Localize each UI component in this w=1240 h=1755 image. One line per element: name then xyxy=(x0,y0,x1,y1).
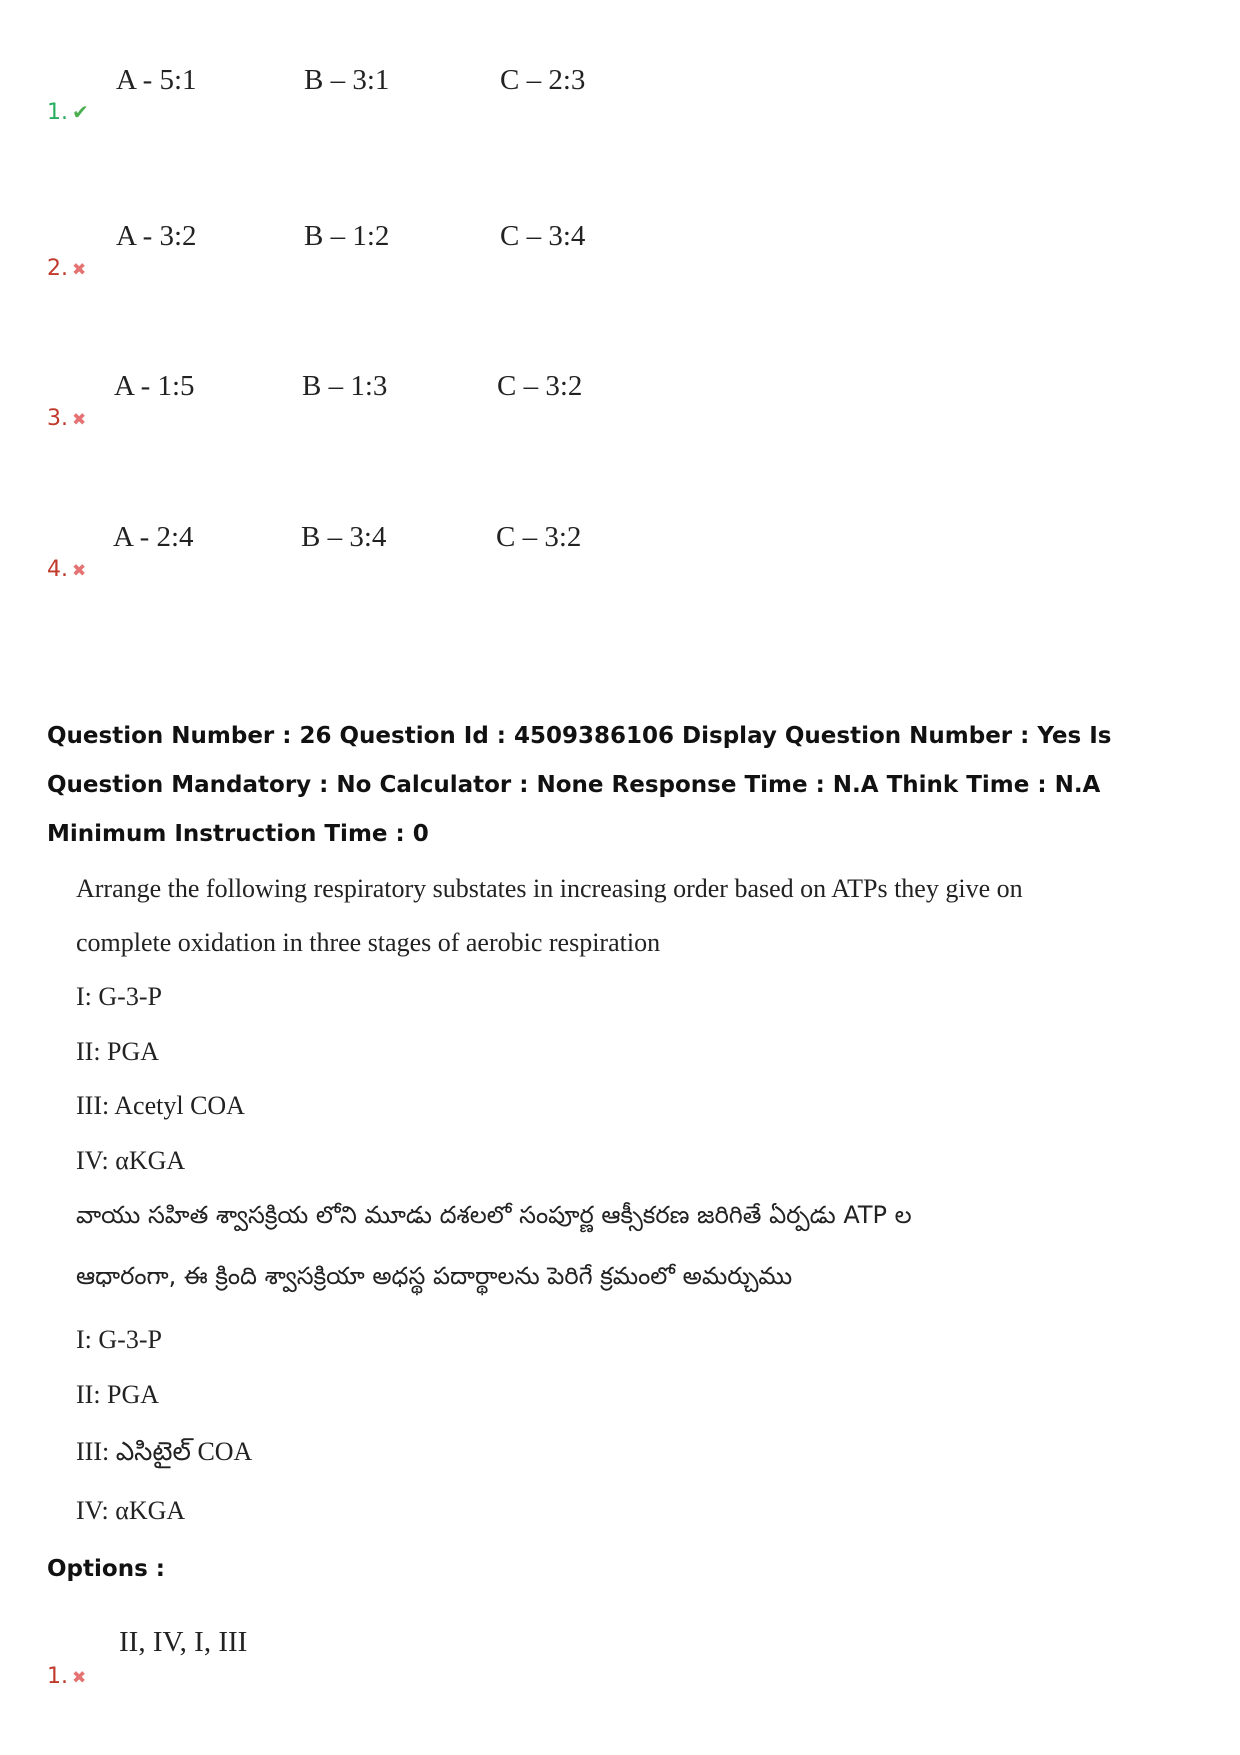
prev-option-1 xyxy=(0,60,1240,140)
prev-option-4 xyxy=(0,517,1240,597)
option-number-text: 4. xyxy=(47,557,68,582)
option-number xyxy=(47,406,86,431)
question-text-line-telugu: వాయు సహిత శ్వాసక్రియ లోని మూడు దశలలో సంపూర్ణ ఆక్సీకరణ జరిగితే ఏర్పడు ATP ల xyxy=(76,1201,912,1229)
cross-icon: ✖ xyxy=(72,561,87,581)
question-item: I: G-3-P xyxy=(76,982,162,1011)
question-item: II: PGA xyxy=(76,1380,160,1409)
option-number xyxy=(47,256,86,281)
option-text: II, IV, I, III xyxy=(119,1626,248,1658)
option-ratio-a: A - 3:2 xyxy=(116,220,197,252)
option-number xyxy=(47,1664,86,1689)
options-label: Options : xyxy=(47,1556,165,1582)
option-ratio-c: C – 2:3 xyxy=(500,64,586,96)
option-ratio-a: A - 2:4 xyxy=(113,521,194,553)
question-header: Question Number : 26 Question Id : 4509386106 Display Question Number : Yes Is Question Mandatory : No Calculator : None Response Time : N.A Think Time : N.A Minimum Instruction Time : 0 xyxy=(47,723,1112,847)
question-item: III: Acetyl COA xyxy=(76,1091,245,1120)
question-item: II: PGA xyxy=(76,1037,160,1066)
option-ratio-b: B – 1:3 xyxy=(302,370,388,402)
option-ratio-b: B – 3:4 xyxy=(301,521,387,553)
cross-icon: ✖ xyxy=(72,260,87,280)
option-ratio-c: C – 3:4 xyxy=(500,220,586,252)
option-ratio-b: B – 1:2 xyxy=(304,220,390,252)
question-text-line-telugu: ఆధారంగా, ఈ క్రింది శ్వాసక్రియా అధస్థ పదార్థాలను పెరిగే క్రమంలో అమర్చుము xyxy=(76,1262,793,1290)
question-option-1 xyxy=(0,1622,1240,1702)
option-number-text: 1. xyxy=(47,100,68,125)
question-item: III: ఎసిటైల్ COA xyxy=(76,1437,253,1466)
option-ratio-b: B – 3:1 xyxy=(304,64,390,96)
question-item: I: G-3-P xyxy=(76,1325,162,1354)
prev-option-3 xyxy=(0,366,1240,446)
prev-option-2 xyxy=(0,216,1240,296)
option-ratio-a: A - 1:5 xyxy=(114,370,195,402)
option-number xyxy=(47,557,86,582)
option-number-text: 2. xyxy=(47,256,68,281)
option-number-text: 3. xyxy=(47,406,68,431)
option-ratio-a: A - 5:1 xyxy=(116,64,197,96)
cross-icon: ✖ xyxy=(72,410,87,430)
check-icon: ✔ xyxy=(72,100,89,124)
question-item: IV: αKGA xyxy=(76,1146,186,1175)
question-item: IV: αKGA xyxy=(76,1496,186,1525)
cross-icon: ✖ xyxy=(72,1668,87,1688)
option-ratio-c: C – 3:2 xyxy=(496,521,582,553)
option-number xyxy=(47,100,89,125)
question-text-line: Arrange the following respiratory substates in increasing order based on ATPs they give on xyxy=(76,874,1023,903)
option-number-text: 1. xyxy=(47,1664,68,1689)
question-text-line: complete oxidation in three stages of aerobic respiration xyxy=(76,928,661,957)
option-ratio-c: C – 3:2 xyxy=(497,370,583,402)
